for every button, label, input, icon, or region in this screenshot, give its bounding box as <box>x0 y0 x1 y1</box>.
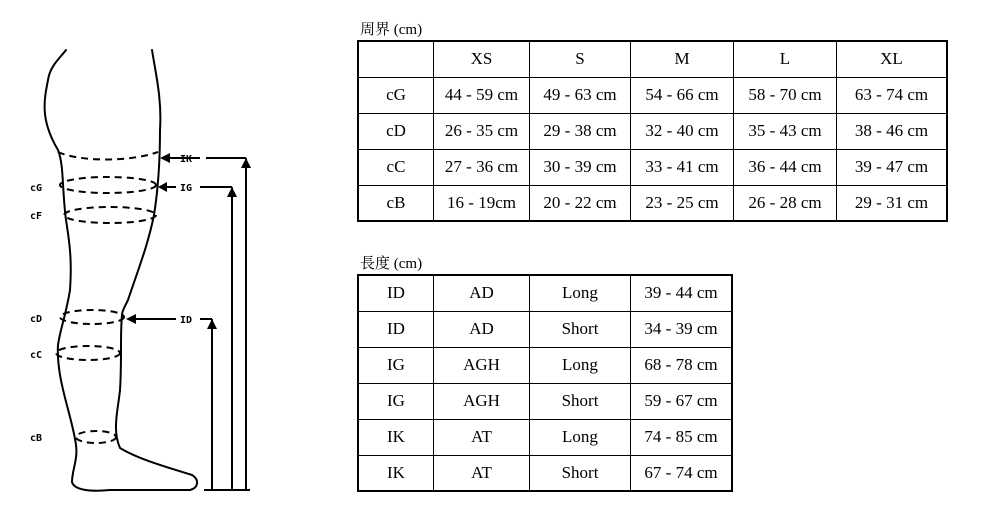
table-cell: AGH <box>434 347 530 383</box>
label-cg: cG <box>30 183 43 194</box>
table-row <box>358 311 732 347</box>
table-cell: AT <box>434 455 530 491</box>
ik-arrowhead <box>160 153 170 163</box>
ring-cd <box>60 310 124 324</box>
header-cell: S <box>530 41 631 77</box>
table-row <box>358 275 732 311</box>
table-cell: 49 - 63 cm <box>530 77 631 113</box>
table-row <box>358 77 947 113</box>
table-cell: ID <box>358 311 434 347</box>
header-cell: XL <box>837 41 948 77</box>
header-cell: L <box>734 41 837 77</box>
table-cell: 26 - 28 cm <box>734 185 837 221</box>
label-cf: cF <box>30 211 43 222</box>
ring-cc <box>56 346 120 360</box>
table-cell: 36 - 44 cm <box>734 149 837 185</box>
table-cell: 32 - 40 cm <box>631 113 734 149</box>
table-cell: 63 - 74 cm <box>837 77 948 113</box>
table-cell: IG <box>358 347 434 383</box>
ig-top-arrowhead <box>227 187 237 197</box>
header-cell <box>358 41 434 77</box>
leg-outline-back <box>45 50 198 491</box>
table-cell: AGH <box>434 383 530 419</box>
leg-measurement-diagram <box>0 0 300 530</box>
row-label: cG <box>358 77 434 113</box>
circumference-table <box>357 40 948 222</box>
table-cell: 29 - 31 cm <box>837 185 948 221</box>
table-row <box>358 113 947 149</box>
row-label: cB <box>358 185 434 221</box>
row-label: cD <box>358 113 434 149</box>
id-top-arrowhead <box>207 319 217 329</box>
label-ig: IG <box>180 183 193 194</box>
table-cell: Short <box>530 455 631 491</box>
ring-cb <box>76 431 116 443</box>
table-cell: 29 - 38 cm <box>530 113 631 149</box>
table-row <box>358 419 732 455</box>
circumference-caption: 周界 (cm) <box>360 22 423 38</box>
table-cell: Long <box>530 419 631 455</box>
table-cell: 38 - 46 cm <box>837 113 948 149</box>
table-row <box>358 347 732 383</box>
table-cell: 20 - 22 cm <box>530 185 631 221</box>
table-cell: Short <box>530 311 631 347</box>
ring-cg <box>60 177 156 193</box>
label-ik: IK <box>180 154 193 165</box>
table-cell: Long <box>530 275 631 311</box>
table-cell: 26 - 35 cm <box>434 113 530 149</box>
table-cell: 67 - 74 cm <box>631 455 733 491</box>
table-row <box>358 383 732 419</box>
table-cell: 44 - 59 cm <box>434 77 530 113</box>
table-cell: 54 - 66 cm <box>631 77 734 113</box>
table-cell: 68 - 78 cm <box>631 347 733 383</box>
length-caption: 長度 (cm) <box>360 256 423 272</box>
table-cell: 39 - 44 cm <box>631 275 733 311</box>
table-row <box>358 455 732 491</box>
table-cell: 59 - 67 cm <box>631 383 733 419</box>
table-cell: AT <box>434 419 530 455</box>
label-cc: cC <box>30 350 43 361</box>
table-header-row <box>358 41 947 77</box>
label-id: ID <box>180 315 193 326</box>
table-cell: 58 - 70 cm <box>734 77 837 113</box>
table-cell: Long <box>530 347 631 383</box>
label-cd: cD <box>30 314 43 325</box>
table-cell: AD <box>434 275 530 311</box>
table-cell: 30 - 39 cm <box>530 149 631 185</box>
table-cell: 34 - 39 cm <box>631 311 733 347</box>
table-cell: 33 - 41 cm <box>631 149 734 185</box>
table-row <box>358 185 947 221</box>
length-table <box>357 274 733 492</box>
header-cell: XS <box>434 41 530 77</box>
table-cell: IG <box>358 383 434 419</box>
table-cell: 35 - 43 cm <box>734 113 837 149</box>
table-cell: Short <box>530 383 631 419</box>
table-cell: 23 - 25 cm <box>631 185 734 221</box>
ring-ik <box>58 152 158 160</box>
table-cell: IK <box>358 419 434 455</box>
ring-cf <box>64 207 156 223</box>
label-cb: cB <box>30 433 43 444</box>
ig-arrowhead <box>158 182 167 192</box>
table-cell: ID <box>358 275 434 311</box>
table-cell: AD <box>434 311 530 347</box>
row-label: cC <box>358 149 434 185</box>
table-cell: IK <box>358 455 434 491</box>
table-cell: 39 - 47 cm <box>837 149 948 185</box>
id-arrowhead <box>126 314 136 324</box>
ik-top-arrowhead <box>241 158 251 168</box>
table-cell: 16 - 19cm <box>434 185 530 221</box>
table-row <box>358 149 947 185</box>
table-cell: 74 - 85 cm <box>631 419 733 455</box>
header-cell: M <box>631 41 734 77</box>
table-cell: 27 - 36 cm <box>434 149 530 185</box>
